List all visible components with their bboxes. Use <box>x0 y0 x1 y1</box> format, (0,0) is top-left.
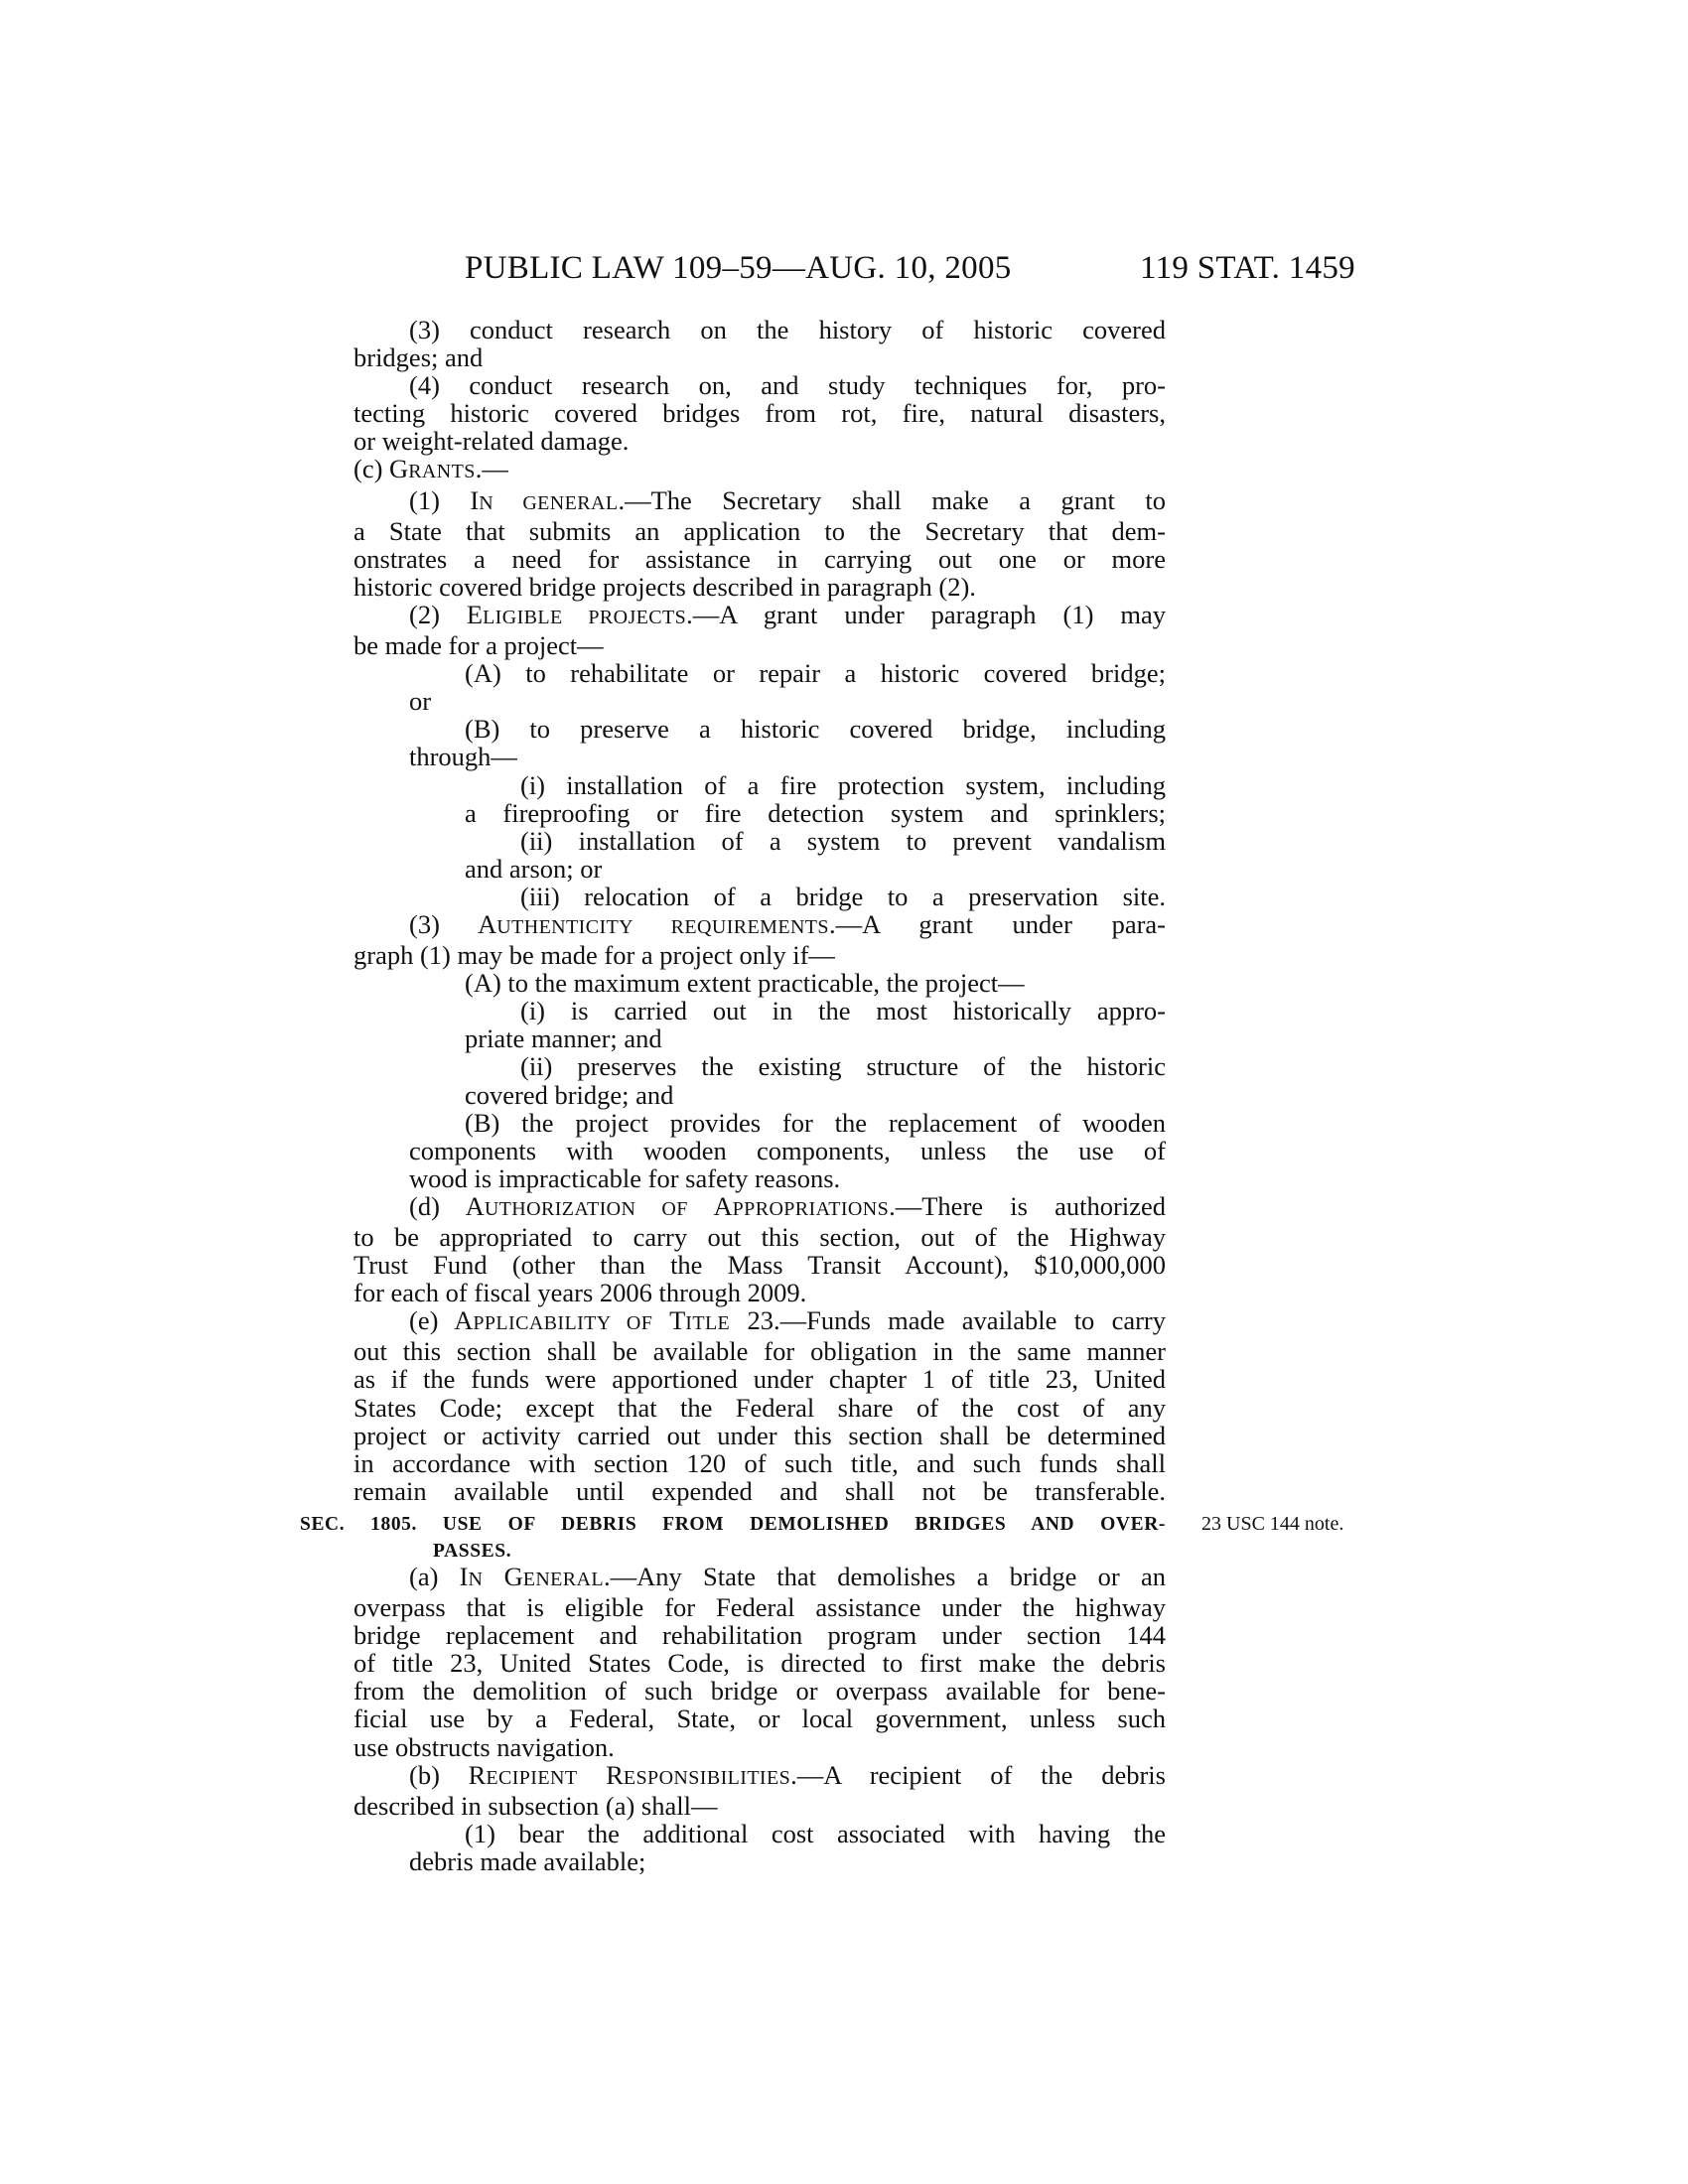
subsection-heading-c: (c) GRANTS.— <box>353 454 508 484</box>
public-law-title: PUBLIC LAW 109–59—AUG. 10, 2005 <box>465 250 1012 286</box>
text-line: (2) ELIGIBLE PROJECTS.—A grant under paragraph (1) may <box>409 599 1166 629</box>
text-line: in accordance with section 120 of such title, and such funds shall <box>353 1447 1166 1478</box>
text-line: overpass that is eligible for Federal assistance under the highway <box>353 1592 1166 1623</box>
section-heading: SEC. 1805. USE OF DEBRIS FROM DEMOLISHED BRIDGES AND OVER- PASSES. <box>300 1514 1166 1562</box>
text-line: and arson; or <box>465 853 603 884</box>
subsection-a: (a) IN GENERAL.—Any State that demolishes a bridge or an <box>409 1562 1166 1591</box>
section-1805-text <box>353 1563 1166 1875</box>
running-head <box>0 250 1688 290</box>
text-line: as if the funds were apportioned under chapter 1 of title 23, United <box>353 1364 1166 1395</box>
text-line: tecting historic covered bridges from rot, fire, natural disasters, <box>353 398 1166 429</box>
text-line: wood is impracticable for safety reasons. <box>409 1162 841 1193</box>
text-line: (3) conduct research on the history of historic covered <box>409 315 1166 344</box>
text-line: (A) to the maximum extent practicable, the project— <box>465 968 1025 999</box>
subsection-e: (e) APPLICABILITY OF TITLE 23.—Funds made available to carry <box>409 1305 1166 1336</box>
subsection-b: (b) RECIPIENT RESPONSIBILITIES.—A recipient of the debris <box>409 1759 1166 1790</box>
text-line: through— <box>409 742 517 772</box>
text-line: (B) to preserve a historic covered bridge, including <box>465 714 1166 745</box>
text-line: out this section shall be available for obligation in the same manner <box>353 1336 1166 1367</box>
text-line: (ii) installation of a system to prevent vandalism <box>520 825 1166 856</box>
text-line: covered bridge; and <box>465 1079 674 1110</box>
text-line: or <box>409 686 432 717</box>
text-line: (iii) relocation of a bridge to a preservation site. <box>520 881 1166 911</box>
text-line: (i) is carried out in the most historically appro- <box>520 996 1166 1026</box>
text-line: a fireproofing or fire detection system and sprinklers; <box>465 797 1166 828</box>
text-line: graph (1) may be made for a project only if— <box>353 940 835 971</box>
statute-page-number: 119 STAT. 1459 <box>1140 250 1355 286</box>
text-line: from the demolition of such bridge or overpass available for bene- <box>353 1676 1166 1706</box>
text-line: Trust Fund (other than the Mass Transit Account), $10,000,000 <box>353 1250 1166 1281</box>
text-line: priate manner; and <box>465 1024 662 1054</box>
text-line: (3) AUTHENTICITY REQUIREMENTS.—A grant under para- <box>409 908 1167 939</box>
text-line: bridge replacement and rehabilitation program under section 144 <box>353 1620 1166 1651</box>
text-line: (4) conduct research on, and study techniques for, pro- <box>409 370 1166 401</box>
text-line: States Code; except that the Federal share of the cost of any <box>353 1392 1166 1423</box>
text-line: described in subsection (a) shall— <box>353 1790 718 1821</box>
text-line: remain available until expended and shall not be transferable. <box>353 1475 1166 1506</box>
text-line: ficial use by a Federal, State, or local government, unless such <box>353 1704 1166 1734</box>
text-line: a State that submits an application to the Secretary that dem- <box>353 515 1166 546</box>
text-line: (ii) preserves the existing structure of the historic <box>520 1051 1166 1082</box>
text-line: debris made available; <box>409 1845 646 1876</box>
text-line: (A) to rehabilitate or repair a historic covered bridge; <box>465 658 1166 689</box>
text-line: project or activity carried out under this section shall be determined <box>353 1420 1166 1450</box>
subsection-d: (d) AUTHORIZATION OF APPROPRIATIONS.—There is authorized <box>409 1190 1167 1221</box>
text-line: to be appropriated to carry out this section, out of the Highway <box>353 1222 1166 1252</box>
text-line: (i) installation of a fire protection system, including <box>520 769 1166 800</box>
text-line: historic covered bridge projects described in paragraph (2). <box>353 571 976 602</box>
text-line: (1) bear the additional cost associated with having the <box>465 1818 1166 1848</box>
text-line: of title 23, United States Code, is directed to first make the debris <box>353 1648 1166 1679</box>
main-text <box>353 316 1166 1505</box>
text-line: components with wooden components, unless the use of <box>409 1135 1166 1165</box>
text-line: (B) the project provides for the replacement of wooden <box>465 1107 1166 1138</box>
text-line: onstrates a need for assistance in carrying out one or more <box>353 543 1166 574</box>
text-line: be made for a project— <box>353 630 604 661</box>
text-line: use obstructs navigation. <box>353 1731 615 1762</box>
margin-note: 23 USC 144 note. <box>1201 1513 1344 1535</box>
text-line: for each of fiscal years 2006 through 2009. <box>353 1278 807 1308</box>
text-line: (1) IN GENERAL.—The Secretary shall make a grant to <box>409 484 1166 515</box>
text-line: bridges; and <box>353 342 484 373</box>
text-line: or weight-related damage. <box>353 426 630 457</box>
